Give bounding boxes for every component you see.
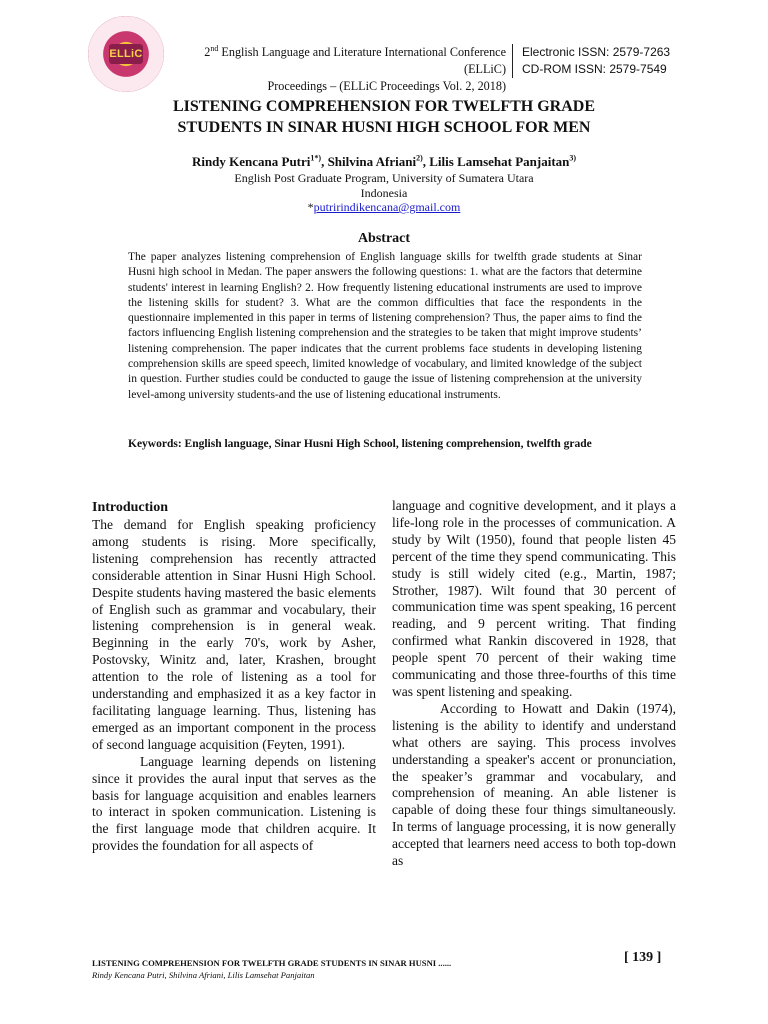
author-name: Rindy Kencana Putri — [191, 154, 311, 169]
author-name: Shilvina Afriani — [327, 154, 417, 169]
page-number: [ 139 ] — [624, 950, 662, 965]
body-paragraph: Language learning depends on listening since it provides the aural input that serves as the basis for language acquisition and enables learners to interact in spoken communication. Listening is the first language mode that children acquire. It provides the foundation for all aspects of — [92, 753, 376, 854]
author-name: Lilis Lamsehat Panjaitan — [429, 154, 570, 169]
country: Indonesia — [360, 185, 408, 200]
email-star: * — [307, 200, 314, 214]
electronic-issn: Electronic ISSN: 2579-7263 — [522, 45, 671, 59]
affiliation-block — [80, 171, 688, 215]
paper-title — [80, 96, 688, 138]
email-link[interactable]: putririndikencana@gmail.com — [313, 200, 461, 214]
left-column — [92, 498, 376, 855]
keywords: Keywords: English language, Sinar Husni High School, listening comprehension, twelfth grade — [128, 438, 592, 450]
author-list — [80, 153, 688, 171]
paper-title-line-2: STUDENTS IN SINAR HUSNI HIGH SCHOOL FOR MEN — [177, 119, 591, 136]
conference-line-1 — [168, 44, 506, 78]
body-paragraph: The demand for English speaking proficiency among students is rising. More specifically, listening comprehension has recently attracted considerable attention in Sinar Husni High School. Despite students having mastered the basic elements of English such as grammar and vocabulary, their listening comprehension is in general weak. Beginning in the early 70's, work by Asher, Postovsky, Winitz and, later, Krashen, brought attention to the role of listening as a tool for understanding and emphasized it as a key factor in facilitating language learning. Thus, listening has emerged as an important component in the process of second language acquisition (Feyten, 1991). — [92, 517, 376, 752]
conference-logo-text: ELLiC — [109, 44, 143, 64]
author-separator: , — [422, 154, 430, 169]
abstract-text: The paper analyzes listening comprehension of English language skills for twelfth grade students at Sinar Husni high school in Medan. The paper answers the following questions: 1. what are the factors that determine students' interest in learning English? 2. How frequently listening educational instruments are used to improve the listening skills for student? 3. What are the common difficulties that face the respondents in the questionnaire implemented in this paper in terms of listening comprehension? Thus, the paper aims to find the factors influencing English listening comprehension and the strategies to be taken that might improve students’ listening comprehension. The paper indicates that the current problems face students in developing listening comprehension skills are speed speech, limited knowledge of vocabulary, and limited knowledge of the subject in question. Further studies could be conducted to gauge the issue of listening comprehension at the university level-among university students-and the use of listening educational instruments. — [128, 251, 642, 401]
author-mark: 1*) — [310, 153, 322, 163]
header-divider — [512, 44, 513, 78]
abstract-heading: Abstract — [357, 231, 411, 246]
conference-logo — [88, 16, 164, 92]
right-column — [392, 498, 676, 870]
author-separator: , — [321, 154, 328, 169]
body-paragraph: language and cognitive development, and it plays a life-long role in the processes of communication. A study by Wilt (1950), found that people listen 45 percent of the time they spend communicating. This study is still widely cited (e.g., Martin, 1987; Strother, 1987). Wilt found that 30 percent of communication time was spent speaking, 16 percent reading, and 9 percent writing. That finding confirmed what Rankin discovered in 1928, that people spent 70 percent of their waking time communicating and those three-fourths of this time was spent listening and speaking. — [392, 498, 676, 699]
email-line — [80, 200, 688, 215]
conference-title: English Language and Literature International Conference (ELLiC) — [218, 45, 506, 76]
conference-edition-number: 2 — [204, 45, 211, 59]
conference-line-2: Proceedings – (ELLiC Proceedings Vol. 2, 2018) — [267, 79, 506, 93]
conference-edition-suffix: nd — [210, 43, 219, 53]
footer-running-authors: Rindy Kencana Putri, Shilvina Afriani, Lilis Lamsehat Panjaitan — [92, 970, 315, 980]
issn-block — [522, 44, 670, 78]
conference-name — [168, 44, 506, 95]
body-paragraph: According to Howatt and Dakin (1974), listening is the ability to identify and understand what others are saying. This process involves understanding a speaker's accent or pronunciation, the speaker’s grammar and vocabulary, and comprehension of meaning. An able listener is capable of doing these four things simultaneously. In terms of language processing, it is now generally accepted that learners need access to both top-down as — [392, 700, 676, 869]
author-mark: 2) — [416, 153, 423, 163]
author-mark: 3) — [569, 153, 577, 163]
paper-title-line-1: LISTENING COMPREHENSION FOR TWELFTH GRADE — [173, 98, 595, 115]
footer-running-title: LISTENING COMPREHENSION FOR TWELFTH GRADE STUDENTS IN SINAR HUSNI ...... — [92, 958, 452, 968]
cdrom-issn: CD-ROM ISSN: 2579-7549 — [522, 62, 667, 76]
section-heading-introduction: Introduction — [92, 500, 168, 515]
affiliation: English Post Graduate Program, University of Sumatera Utara — [234, 171, 534, 185]
